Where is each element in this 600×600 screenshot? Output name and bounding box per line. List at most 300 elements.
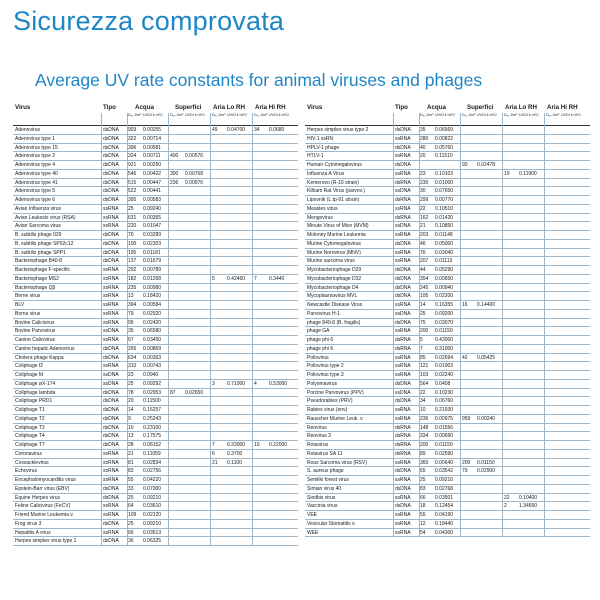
superfici-uvgi: 0.01150 bbox=[477, 459, 495, 466]
virus-name: Bacteriophage F-specific bbox=[15, 267, 71, 273]
virus-name: Adenovirus type 5 bbox=[15, 188, 56, 195]
acqua-d90: 195 bbox=[128, 249, 137, 256]
acqua-uvgi: 0.16257 bbox=[143, 407, 162, 413]
unit-d90: D₉₀ J/m² bbox=[128, 113, 142, 117]
virus-type: ssRNA bbox=[103, 459, 119, 466]
unit-d90: D₉₀ J/m² bbox=[212, 113, 226, 117]
table-row bbox=[305, 494, 590, 503]
table-row bbox=[13, 187, 298, 196]
virus-name: Coliphage T1 bbox=[15, 407, 45, 413]
virus-type: ssRNA bbox=[395, 477, 411, 483]
table-row bbox=[305, 459, 590, 468]
virus-type: dsRNA bbox=[395, 214, 411, 221]
acqua-uvgi: 0.10850 bbox=[435, 223, 454, 230]
virus-name: Mengovirus bbox=[307, 214, 333, 221]
acqua-d90: 280 bbox=[420, 135, 429, 142]
superfici-uvgi: 0.02478 bbox=[477, 162, 496, 168]
virus-name: Murine sarcoma virus bbox=[307, 258, 355, 265]
virus-type: dsRNA bbox=[395, 337, 411, 343]
acqua-uvgi: 0.02834 bbox=[143, 459, 162, 466]
virus-type: dsRNA bbox=[395, 450, 411, 457]
virus-name: phage phi 6 bbox=[307, 345, 334, 352]
acqua-d90: 235 bbox=[128, 284, 137, 291]
acqua-uvgi: 0.25243 bbox=[143, 415, 162, 422]
acqua-d90: 394 bbox=[128, 302, 137, 308]
acqua-d90: 30 bbox=[420, 188, 426, 195]
virus-name: Herpes simplex virus type 2 bbox=[307, 127, 369, 133]
virus-type: dsDNA bbox=[103, 407, 119, 413]
virus-name: Human Cytomegalovirus bbox=[307, 162, 362, 168]
table-row bbox=[305, 380, 590, 389]
acqua-uvgi: 0.18440 bbox=[435, 520, 454, 527]
table-row bbox=[305, 301, 590, 310]
table-row bbox=[13, 389, 298, 398]
virus-name: Adenovirus type 4 bbox=[15, 162, 56, 168]
virus-name: Equine Herpes virus bbox=[15, 494, 61, 501]
acqua-d90: 22 bbox=[420, 389, 426, 396]
unit-d90: D₉₀ J/m² bbox=[254, 113, 268, 117]
virus-name: Avian Influenza virus bbox=[15, 205, 62, 212]
virus-type: ssRNA bbox=[395, 135, 411, 142]
virus-type: dsDNA bbox=[103, 520, 119, 527]
table-row bbox=[13, 529, 298, 538]
column-divider bbox=[101, 113, 102, 545]
aria-lo-d90: 19 bbox=[504, 170, 510, 177]
table-row bbox=[305, 196, 590, 205]
page-subtitle: Average UV rate constants for animal viruses and phages bbox=[35, 70, 483, 90]
acqua-uvgi: 0.01000 bbox=[435, 179, 454, 186]
column-divider bbox=[168, 113, 169, 545]
table-row bbox=[305, 450, 590, 459]
col-header-superfici: Superfici bbox=[467, 104, 494, 111]
acqua-d90: 105 bbox=[420, 293, 429, 300]
acqua-uvgi: 0.01268 bbox=[143, 275, 162, 282]
acqua-uvgi: 0.43000 bbox=[435, 337, 454, 343]
virus-name: Pseudorabies (PRV) bbox=[307, 398, 353, 405]
table-row bbox=[305, 511, 590, 520]
acqua-uvgi: 0.09200 bbox=[435, 310, 454, 317]
virus-name: Coliphage T7 bbox=[15, 442, 45, 448]
virus-type: ssDNA bbox=[103, 372, 119, 378]
virus-type: ssRNA bbox=[103, 512, 119, 518]
virus-name: Rous Sarcoma virus (RSV) bbox=[307, 459, 368, 466]
acqua-d90: 515 bbox=[128, 179, 137, 186]
virus-type: ssRNA bbox=[395, 249, 411, 256]
virus-type: ssDNA bbox=[395, 310, 411, 317]
table-body bbox=[13, 126, 298, 546]
acqua-d90: 46 bbox=[420, 240, 426, 247]
table-row bbox=[305, 485, 590, 494]
virus-type: dsRNA bbox=[395, 197, 411, 203]
table-row bbox=[13, 284, 298, 293]
virus-name: phage GA bbox=[307, 328, 330, 335]
acqua-d90: 396 bbox=[128, 144, 137, 151]
aria-lo-uvgi: 1.34650 bbox=[519, 503, 538, 510]
acqua-d90: 18 bbox=[420, 503, 426, 510]
table-row bbox=[305, 240, 590, 249]
table-row bbox=[13, 301, 298, 310]
table-row bbox=[13, 520, 298, 529]
acqua-uvgi: 0.0940 bbox=[143, 372, 159, 378]
table-row bbox=[305, 161, 590, 170]
acqua-d90: 83 bbox=[128, 468, 134, 475]
virus-type: ssRNA bbox=[103, 275, 119, 282]
virus-type: dsDNA bbox=[103, 188, 119, 195]
virus-name: Adenovirus type 15 bbox=[15, 144, 58, 151]
virus-type: ssRNA bbox=[395, 459, 411, 466]
virus-name: VEE bbox=[307, 512, 318, 518]
acqua-uvgi: 0.01420 bbox=[435, 214, 454, 221]
acqua-uvgi: 0.03513 bbox=[143, 529, 162, 536]
virus-name: Adenovirus type 41 bbox=[15, 179, 58, 186]
virus-name: Murine Norovirus (MNV) bbox=[307, 249, 361, 256]
superfici-d90: 959 bbox=[462, 415, 471, 422]
acqua-d90: 34 bbox=[420, 398, 426, 405]
acqua-uvgi: 0.00743 bbox=[143, 363, 162, 370]
acqua-uvgi: 0.00581 bbox=[143, 144, 162, 151]
column-divider bbox=[460, 113, 461, 536]
table-body bbox=[305, 126, 590, 537]
virus-type: ssRNA bbox=[103, 363, 119, 370]
acqua-uvgi: 0.02590 bbox=[435, 450, 454, 457]
acqua-uvgi: 0.01679 bbox=[143, 258, 162, 265]
virus-type: ssRNA bbox=[103, 284, 119, 291]
virus-name: Feline Calicivirus (FeCV) bbox=[15, 503, 71, 510]
uv-table-right bbox=[305, 104, 590, 537]
virus-type: ssRNA bbox=[103, 267, 119, 273]
table-row bbox=[13, 170, 298, 179]
virus-type: dsDNA bbox=[103, 538, 119, 545]
virus-name: Kemerovo (R-10 strain) bbox=[307, 179, 359, 186]
table-row bbox=[13, 240, 298, 249]
table-row bbox=[305, 345, 590, 354]
table-row bbox=[13, 266, 298, 275]
virus-name: Encephalomyocarditis virus bbox=[15, 477, 76, 483]
virus-name: Avian Leukosis virus (RSA) bbox=[15, 214, 76, 221]
table-row bbox=[305, 336, 590, 345]
acqua-d90: 64 bbox=[128, 503, 134, 510]
acqua-d90: 182 bbox=[128, 275, 137, 282]
virus-name: Coliphage PRD1 bbox=[15, 398, 53, 405]
superfici-uvgi: 0.02900 bbox=[477, 468, 496, 475]
virus-name: Bovine Parvovirus bbox=[15, 328, 56, 335]
acqua-d90: 20 bbox=[420, 153, 426, 160]
virus-type: dsDNA bbox=[103, 424, 119, 431]
virus-type: dsDNA bbox=[103, 485, 119, 492]
table-row bbox=[13, 257, 298, 266]
virus-type: dsDNA bbox=[103, 442, 119, 448]
unit-d90: D₉₀ J/m² bbox=[546, 113, 560, 117]
acqua-uvgi: 0.04190 bbox=[435, 512, 454, 518]
table-row bbox=[13, 222, 298, 231]
acqua-d90: 100 bbox=[128, 240, 137, 247]
acqua-uvgi: 0.00640 bbox=[435, 459, 454, 466]
virus-type: dsRNA bbox=[395, 179, 411, 186]
superfici-d90: 42 bbox=[462, 354, 468, 361]
virus-name: Canine hepatic Adenovirus bbox=[15, 345, 75, 352]
column-divider bbox=[502, 113, 503, 536]
table-row bbox=[13, 354, 298, 363]
acqua-uvgi: 0.00363 bbox=[143, 354, 162, 361]
virus-name: Bacteriophage Qβ bbox=[15, 284, 56, 291]
virus-type: ssRNA bbox=[395, 407, 411, 413]
table-row bbox=[305, 476, 590, 485]
table-row bbox=[305, 170, 590, 179]
virus-type: ssDNA bbox=[395, 188, 411, 195]
virus-name: Echovirus bbox=[15, 468, 37, 475]
table-row bbox=[305, 371, 590, 380]
superfici-d90: 300 bbox=[170, 170, 179, 177]
col-header-tipo: Tipo bbox=[395, 104, 408, 111]
table-row bbox=[305, 397, 590, 406]
virus-name: Epstein-Barr virus (EBV) bbox=[15, 485, 70, 492]
virus-name: Adenovirus type 6 bbox=[15, 197, 56, 203]
virus-type: ssRNA bbox=[395, 415, 411, 422]
table-row bbox=[13, 144, 298, 153]
table-row bbox=[305, 249, 590, 258]
acqua-d90: 12 bbox=[420, 520, 426, 527]
acqua-uvgi: 0.02240 bbox=[435, 372, 454, 378]
acqua-uvgi: 0.00584 bbox=[143, 302, 162, 308]
acqua-uvgi: 0.00714 bbox=[143, 135, 162, 142]
virus-type: ssRNA bbox=[395, 232, 411, 238]
table-row bbox=[13, 380, 298, 389]
virus-name: Rauscher Murine Leuk. v. bbox=[307, 415, 364, 422]
virus-type: ssRNA bbox=[103, 503, 119, 510]
table-row bbox=[13, 135, 298, 144]
table-row bbox=[13, 485, 298, 494]
superfici-uvgi: 0.00976 bbox=[185, 179, 204, 186]
acqua-uvgi: 0.00690 bbox=[435, 433, 454, 440]
acqua-d90: 33 bbox=[128, 485, 134, 492]
superfici-uvgi: 0.00768 bbox=[185, 170, 204, 177]
acqua-uvgi: 0.00940 bbox=[435, 284, 454, 291]
table-row bbox=[13, 275, 298, 284]
virus-type: ssRNA bbox=[103, 468, 119, 475]
virus-type: dsDNA bbox=[103, 415, 119, 422]
acqua-uvgi: 0.00770 bbox=[435, 197, 454, 203]
table-row bbox=[13, 476, 298, 485]
acqua-uvgi: 0.04220 bbox=[143, 477, 162, 483]
table-row bbox=[305, 441, 590, 450]
acqua-uvgi: 0.03450 bbox=[143, 337, 162, 343]
virus-type: dsDNA bbox=[103, 249, 119, 256]
table-row bbox=[305, 231, 590, 240]
acqua-d90: 25 bbox=[128, 494, 134, 501]
virus-name: Mycoplasmavirus MVL bbox=[307, 293, 358, 300]
virus-type: ssRNA bbox=[395, 372, 411, 378]
acqua-uvgi: 0.12454 bbox=[435, 503, 454, 510]
acqua-uvgi: 0.10510 bbox=[435, 205, 454, 212]
virus-name: Adenovirus bbox=[15, 127, 41, 133]
acqua-uvgi: 0.02756 bbox=[143, 468, 162, 475]
virus-type: dsDNA bbox=[103, 494, 119, 501]
aria-hi-uvgi: 0.53000 bbox=[269, 380, 288, 387]
table-row bbox=[13, 179, 298, 188]
aria-lo-d90: 49 bbox=[212, 127, 218, 133]
table-row bbox=[13, 126, 298, 135]
acqua-d90: 14 bbox=[128, 407, 134, 413]
col-header-virus: Virus bbox=[15, 104, 31, 111]
virus-type: dsDNA bbox=[395, 468, 411, 475]
acqua-d90: 324 bbox=[128, 153, 137, 160]
acqua-uvgi: 0.21930 bbox=[435, 407, 454, 413]
acqua-uvgi: 0.06569 bbox=[435, 127, 454, 133]
virus-type: dsRNA bbox=[395, 433, 411, 440]
aria-lo-uvgi: 0.3700 bbox=[227, 450, 243, 457]
virus-name: HTLV-1 bbox=[307, 153, 324, 160]
acqua-d90: 21 bbox=[128, 450, 134, 457]
acqua-d90: 20 bbox=[128, 398, 134, 405]
acqua-d90: 54 bbox=[420, 529, 426, 536]
table-row bbox=[305, 284, 590, 293]
virus-name: Mycobacteriophage D4 bbox=[307, 284, 359, 291]
virus-name: Canine Calicivirus bbox=[15, 337, 56, 343]
acqua-d90: 44 bbox=[420, 267, 426, 273]
acqua-d90: 67 bbox=[128, 337, 134, 343]
aria-lo-uvgi: 0.04700 bbox=[227, 127, 246, 133]
table-row bbox=[13, 424, 298, 433]
col-header-superfici: Superfici bbox=[175, 104, 202, 111]
acqua-d90: 21 bbox=[420, 223, 426, 230]
virus-name: Lipovnik (L.tp-91 strain) bbox=[307, 197, 360, 203]
virus-name: Reovirus 3 bbox=[307, 433, 331, 440]
virus-name: Measles virus bbox=[307, 205, 338, 212]
acqua-uvgi: 0.01148 bbox=[435, 232, 453, 238]
virus-name: Adenovirus type 2 bbox=[15, 153, 56, 160]
acqua-uvgi: 0.03289 bbox=[143, 232, 162, 238]
col-header-aria-hi: Aria Hi RH bbox=[547, 104, 578, 111]
acqua-d90: 522 bbox=[128, 188, 137, 195]
acqua-uvgi: 0.10230 bbox=[435, 389, 454, 396]
virus-name: Cholera phage Kappa bbox=[15, 354, 64, 361]
acqua-uvgi: 0.05290 bbox=[435, 267, 454, 273]
col-header-aria-lo: Aria Lo RH bbox=[213, 104, 245, 111]
virus-type: dsDNA bbox=[395, 127, 411, 133]
acqua-uvgi: 0.02768 bbox=[435, 485, 454, 492]
virus-name: Bacteriophage MS2 bbox=[15, 275, 59, 282]
virus-name: HPLV-1 phage bbox=[307, 144, 340, 151]
virus-name: Frog virus 3 bbox=[15, 520, 42, 527]
virus-name: Rotavirus bbox=[307, 442, 329, 448]
virus-type: ssRNA bbox=[395, 520, 411, 527]
acqua-uvgi: 0.00250 bbox=[143, 162, 162, 168]
virus-name: WEE bbox=[307, 529, 319, 536]
unit-uvgi: UVGI k m²/J bbox=[435, 113, 455, 117]
virus-name: Coliphage øX-174 bbox=[15, 380, 56, 387]
virus-name: Murine Cytomegalovirus bbox=[307, 240, 361, 247]
acqua-uvgi: 0.09240 bbox=[143, 205, 162, 212]
column-divider bbox=[210, 113, 211, 545]
acqua-d90: 75 bbox=[420, 319, 426, 326]
superfici-d90: 79 bbox=[462, 468, 468, 475]
table-row bbox=[305, 257, 590, 266]
acqua-uvgi: 0.07000 bbox=[143, 485, 162, 492]
unit-uvgi: UVGI k m²/J bbox=[227, 113, 247, 117]
virus-type: dsDNA bbox=[103, 197, 119, 203]
column-divider bbox=[393, 113, 394, 536]
acqua-uvgi: 0.11510 bbox=[435, 153, 453, 160]
table-row bbox=[13, 152, 298, 161]
table-row bbox=[13, 467, 298, 476]
aria-hi-d90: 4 bbox=[254, 380, 257, 387]
unit-uvgi: UVGI k m²/J bbox=[561, 113, 581, 117]
col-header-aria-lo: Aria Lo RH bbox=[505, 104, 537, 111]
table-row bbox=[305, 529, 590, 538]
virus-type: ssRNA bbox=[395, 153, 411, 160]
acqua-uvgi: 0.06325 bbox=[143, 538, 162, 545]
unit-d90: D₉₀ J/m² bbox=[462, 113, 476, 117]
table-row bbox=[13, 502, 298, 511]
acqua-uvgi: 0.00650 bbox=[435, 275, 454, 282]
acqua-uvgi: 0.18420 bbox=[143, 293, 162, 300]
acqua-uvgi: 0.31000 bbox=[435, 345, 454, 352]
virus-name: Simian virus 40 bbox=[307, 485, 342, 492]
virus-type: dsDNA bbox=[103, 433, 119, 440]
acqua-d90: 81 bbox=[128, 459, 134, 466]
acqua-d90: 10 bbox=[420, 407, 426, 413]
table-row bbox=[305, 327, 590, 336]
acqua-d90: 921 bbox=[128, 162, 137, 168]
table-row bbox=[305, 275, 590, 284]
acqua-uvgi: 0.01903 bbox=[435, 363, 454, 370]
virus-type: dsDNA bbox=[103, 258, 119, 265]
acqua-d90: 631 bbox=[128, 214, 137, 221]
acqua-d90: 23 bbox=[128, 372, 134, 378]
acqua-uvgi: 0.03501 bbox=[435, 494, 454, 501]
virus-type: dsDNA bbox=[395, 162, 411, 168]
acqua-d90: 7 bbox=[420, 345, 423, 352]
acqua-d90: 55 bbox=[420, 512, 426, 518]
acqua-d90: 55 bbox=[128, 477, 134, 483]
acqua-uvgi: 0.02303 bbox=[143, 240, 162, 247]
acqua-d90: 236 bbox=[420, 415, 429, 422]
table-row bbox=[305, 406, 590, 415]
table-row bbox=[305, 467, 590, 476]
table-row bbox=[13, 406, 298, 415]
virus-type: dsDNA bbox=[395, 380, 411, 387]
acqua-d90: 137 bbox=[128, 258, 137, 265]
acqua-uvgi: 0.06580 bbox=[143, 328, 162, 335]
acqua-uvgi: 0.00789 bbox=[143, 267, 162, 273]
acqua-uvgi: 0.01150 bbox=[435, 442, 453, 448]
column-divider bbox=[127, 113, 128, 545]
table-row bbox=[305, 319, 590, 328]
table-row bbox=[305, 520, 590, 529]
acqua-uvgi: 0.02920 bbox=[143, 310, 162, 317]
virus-type: ssRNA bbox=[395, 205, 411, 212]
acqua-d90: 220 bbox=[128, 223, 137, 230]
acqua-uvgi: 0.11500 bbox=[143, 398, 161, 405]
acqua-d90: 28 bbox=[128, 442, 134, 448]
uv-table-left bbox=[13, 104, 298, 546]
table-row bbox=[13, 231, 298, 240]
virus-name: Minute Virus of Mice (MVM) bbox=[307, 223, 369, 230]
table-row bbox=[305, 179, 590, 188]
table-row bbox=[13, 494, 298, 503]
table-row bbox=[13, 336, 298, 345]
table-row bbox=[13, 319, 298, 328]
acqua-uvgi: 0.02120 bbox=[143, 512, 162, 518]
superfici-d90: 93 bbox=[462, 162, 468, 168]
acqua-uvgi: 0.00365 bbox=[143, 214, 162, 221]
virus-name: Adenovirus type 1 bbox=[15, 135, 56, 142]
table-row bbox=[305, 214, 590, 223]
table-row bbox=[305, 502, 590, 511]
virus-type: ssRNA bbox=[103, 310, 119, 317]
aria-lo-d90: 6 bbox=[212, 450, 215, 457]
virus-type: dsDNA bbox=[103, 354, 119, 361]
